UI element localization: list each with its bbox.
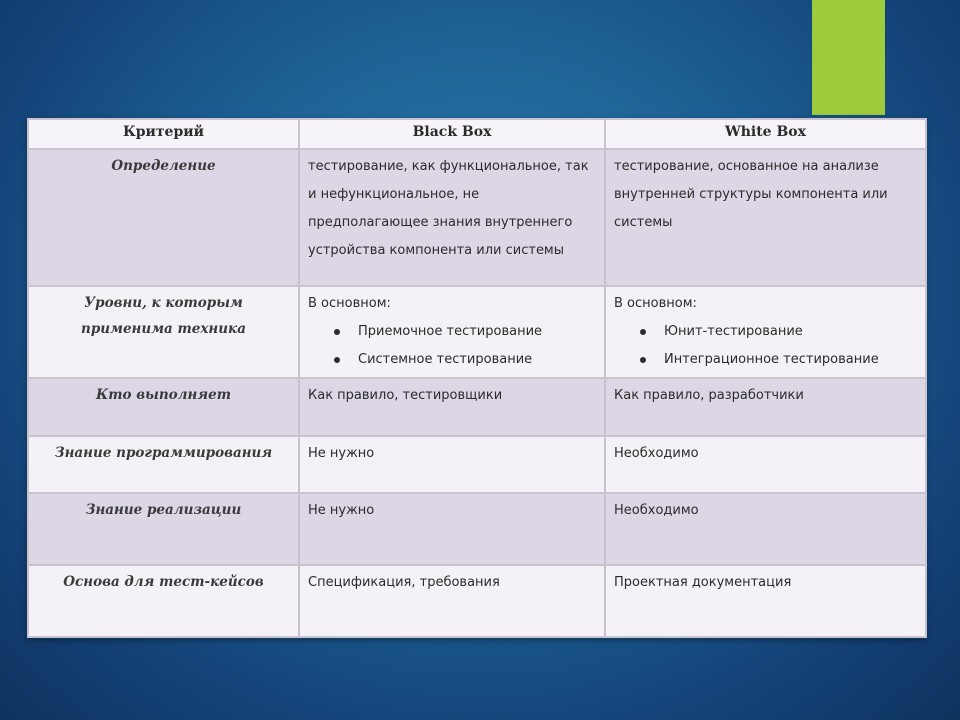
white-box-cell: Проектная документация (605, 565, 926, 637)
table-row (28, 286, 926, 378)
criterion-cell: Кто выполняет (28, 378, 299, 435)
criterion-cell: Знание реализации (28, 493, 299, 565)
white-box-cell: тестирование, основанное на анализе внутренней структуры компонента или системы (605, 149, 926, 286)
white-box-cell: Необходимо (605, 493, 926, 565)
bullet-list (614, 318, 917, 374)
white-box-cell: Необходимо (605, 436, 926, 493)
cell-intro: В основном: (308, 296, 391, 312)
white-box-cell: Как правило, разработчики (605, 378, 926, 435)
cell-intro: В основном: (614, 296, 697, 312)
comparison-table (27, 118, 925, 638)
white-box-cell (605, 286, 926, 378)
criterion-cell: Основа для тест-кейсов (28, 565, 299, 637)
black-box-cell (299, 286, 605, 378)
black-box-cell: Спецификация, требования (299, 565, 605, 637)
list-item: Юнит-тестирование (664, 318, 917, 346)
list-item: Системное тестирование (358, 346, 596, 374)
header-black-box: Black Box (299, 119, 605, 149)
black-box-cell: тестирование, как функциональное, так и нефункциональное, не предполагающее знания внутреннего устройства компонента или системы (299, 149, 605, 286)
table-row (28, 493, 926, 565)
header-criterion: Критерий (28, 119, 299, 149)
table-row (28, 565, 926, 637)
table-row (28, 378, 926, 435)
green-accent-block (812, 0, 885, 115)
list-item: Интеграционное тестирование (664, 346, 917, 374)
criterion-cell: Определение (28, 149, 299, 286)
table-header-row (28, 119, 926, 149)
bullet-list (308, 318, 596, 374)
black-box-cell: Не нужно (299, 436, 605, 493)
table-row (28, 149, 926, 286)
black-box-cell: Как правило, тестировщики (299, 378, 605, 435)
header-white-box: White Box (605, 119, 926, 149)
table-row (28, 436, 926, 493)
list-item: Приемочное тестирование (358, 318, 596, 346)
criterion-cell: Знание программирования (28, 436, 299, 493)
criterion-cell: Уровни, к которым применима техника (28, 286, 299, 378)
black-box-cell: Не нужно (299, 493, 605, 565)
